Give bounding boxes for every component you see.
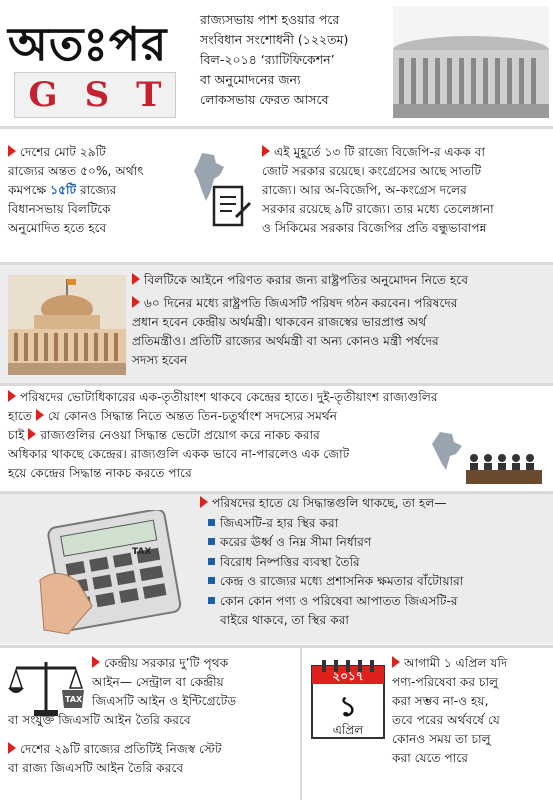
text-line: দেশের মোট ২৯টি [20,145,106,159]
scale-tax-label: TAX [65,695,83,704]
text-line: ও সিকিমের সরকার বিজেপির প্রতি বন্ধুভাবাপন্ন [262,221,487,235]
text-line: কমপক্ষে [8,183,51,197]
header-text [200,10,348,110]
central-law-text [92,654,236,711]
list-item: কোন কোন পণ্য ও পরিষেবা আপাতত জিএসটি-র [220,593,458,608]
bullet-triangle-icon [132,273,140,285]
text-line: রাজ্যগুলির নেওয়া সিদ্ধান্ত ভেটো প্রয়োগ করে নাকচ করার [40,428,320,442]
list-item: বিরোধ নিষ্পত্তির ব্যবস্থা তৈরি [220,554,360,569]
text-line: রাজ্যের [76,183,117,197]
header-section [0,0,553,124]
list-item: করের ঊর্ধ্ব ও নিম্ন সীমা নির্ধারণ [220,535,372,549]
highlight-number: ১৫টি [50,183,77,197]
bullet-square-icon [208,519,215,526]
bullet-triangle-icon [8,390,16,402]
text-line: আগামী ১ এপ্রিল যদি [404,656,508,670]
header-line: বিল-২০১৪ ‘র‍্যাটিফিকেশন’ [200,52,335,67]
central-law-text-cont [8,711,191,730]
deadline-text [392,654,507,768]
text-line: সরকার রয়েছে ৯টি রাজ্যে। তার মধ্যে তেলেঙ্গানা [262,202,494,216]
bullet-triangle-icon [392,656,400,668]
text-line: বা সংযুক্ত জিএসটি আইন তৈরি করবে [8,713,191,727]
text-line: হয়ে কেন্দ্রের সিদ্ধান্ত নাকচ করতে পারে [8,466,192,480]
list-heading: পরিষদের হাতে যে সিদ্ধান্তগুলি থাকছে, তা হল— [212,496,447,510]
council-meeting-icon [432,430,548,488]
voting-text [8,388,438,483]
gst-letter-t: T [136,75,162,115]
rashtrapati-bhavan-image [8,275,126,375]
bullet-triangle-icon [262,145,270,157]
text-line: পরিষদের ভোটাধিকারের এক-তৃতীয়াংশ থাকবে কেন্দ্রের হাতে। দুই-তৃতীয়াংশ রাজ্যগুলির [20,390,438,404]
page-title: অতঃপর [8,17,168,71]
text-line: যে কোনও সিদ্ধান্ত নিতে অন্তত তিন-চতুর্থাংশ সদস্যের সমর্থন [47,409,338,423]
text-line: জোট সরকার রয়েছে। কংগ্রেসের আছে সাতটি [262,164,482,178]
calculator-icon [38,510,188,638]
header-line: বা অনুমোদনের জন্য [200,72,301,87]
calculator-tax-label: TAX [132,547,152,557]
text-line: বিধানসভায় বিলটিকে [8,202,111,216]
header-line: রাজ্যসভায় পাশ হওয়ার পরে [200,12,340,27]
text-line: কোনও সময় তা চালু [392,732,491,746]
text-line: করা যেতে পারে [392,751,468,765]
bullet-triangle-icon [36,409,44,421]
text-line: জিএসটি আইন ও ইন্টিগ্রেটেড [92,694,237,708]
text-line: প্রতিমন্ত্রীও। প্রতিটি রাজ্যের অর্থমন্ত্রী বা অন্য কোনও মন্ত্রী পর্ষদের [132,334,439,348]
states-needed-text [8,143,144,238]
bullet-triangle-icon [8,145,16,157]
header-line: লোকসভায় ফেরত আসবে [200,92,329,107]
text-line: অধিকার থাকছে কেন্দ্রের। রাজ্যগুলি একক ভাবে না-পারলেও এক জোট [8,447,350,461]
calendar-year: ২০১৭ [332,669,364,683]
bullet-triangle-icon [200,496,208,508]
bullet-triangle-icon [28,428,36,440]
council-powers-list [200,494,463,631]
text-line: কেন্দ্রীয় সরকার দু’টি পৃথক [104,656,229,670]
text-line: রাজ্যে। আর অ-বিজেপি, অ-কংগ্রেস দলের [262,183,467,197]
text-line: বা রাজ্য জিএসটি আইন তৈরি করবে [8,761,184,775]
text-line: হাতে [8,409,36,423]
states-section [0,129,553,261]
gst-letter-g: G [28,75,58,115]
text-line: এই মুহূর্তে ১৩ টি রাজ্যে বিজেপি-র একক বা [274,145,486,159]
calendar-month: এপ্রিল [332,723,364,737]
bullet-triangle-icon [8,742,16,754]
laws-section [0,648,553,800]
text-line: করা সম্ভব না-ও হয়, [392,694,489,708]
bullet-triangle-icon [92,656,100,668]
document-check-icon [210,183,252,231]
bullet-square-icon [208,577,215,584]
text-line: ৬০ দিনের মধ্যে রাষ্ট্রপতি জিএসটি পরিষদ গঠন করবেন। পরিষদের [144,296,458,310]
text-line: তবে পরের অর্থবর্ষে যে [392,713,500,727]
text-line: রাজ্যের অন্তত ৫০%, অর্থাৎ [8,164,144,178]
bullet-square-icon [208,558,215,565]
text-line: পণ্য-পরিষেবা কর চালু [392,675,499,689]
gst-letter-s: S [84,75,110,115]
list-item: জিএসটি-র হার স্থির করা [220,515,339,530]
text-line: চাই [8,428,29,442]
president-section [0,265,553,383]
president-text [132,271,468,370]
state-governments-text [262,143,494,238]
bullet-triangle-icon [132,296,140,308]
bullet-square-icon [208,597,215,604]
text-line: দেশের ২৯টি রাজ্যের প্রতিটিই নিজস্ব স্টেট [20,742,222,756]
header-line: সংবিধান সংশোধনী (১২২তম) [200,32,349,47]
text-line: আইন— সেন্ট্রাল বা কেন্দ্রীয় [92,675,224,689]
text-line: বিলটিকে আইনে পরিণত করার জন্য রাষ্ট্রপতির অনুমোদন নিতে হবে [144,273,468,287]
text-line: প্রধান হবেন কেন্দ্রীয় অর্থমন্ত্রী। থাকবেন রাজস্বের ভারপ্রাপ্ত অর্থ [132,315,427,329]
calendar-icon [310,656,386,740]
list-item: বাইরে থাকবে, তা স্থির করা [220,613,349,627]
calendar-day: ১ [338,690,358,723]
list-item: কেন্দ্র ও রাজ্যের মধ্যে প্রশাসনিক ক্ষমতার বাঁটোয়ারা [220,574,464,588]
text-line: সদস্য হবেন [132,353,188,367]
column-divider [300,648,302,800]
state-law-text [8,740,222,778]
gst-logo [14,72,176,118]
bullet-square-icon [208,538,215,545]
voting-section [0,386,553,491]
parliament-image [393,6,549,118]
text-line: অনুমোদিত হতে হবে [8,221,107,235]
